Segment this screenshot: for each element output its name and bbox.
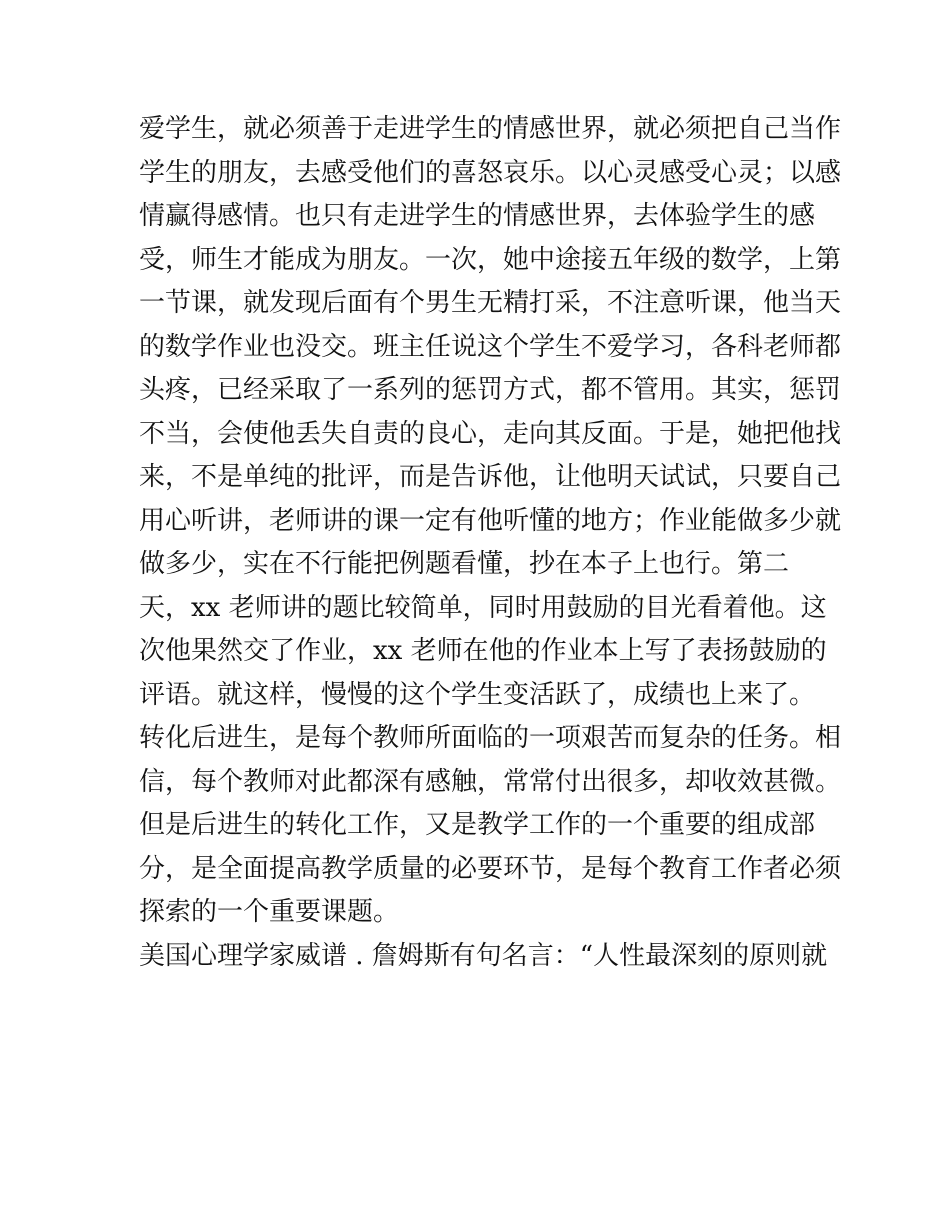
text-line: 美国心理学家威谱 . 詹姆斯有句名言：“人性最深刻的原则就 [139, 940, 828, 971]
text-line: 的数学作业也没交。班主任说这个学生不爱学习，各科老师都 [139, 331, 842, 362]
text-line: 天，xx 老师讲的题比较简单，同时用鼓励的目光看着他。这 [139, 592, 827, 623]
text-line: 做多少，实在不行能把例题看懂，抄在本子上也行。第二 [139, 549, 790, 579]
text-line: 来，不是单纯的批评，而是告诉他，让他明天试试，只要自己 [139, 462, 842, 492]
text-line: 学生的朋友，去感受他们的喜怒哀乐。以心灵感受心灵；以感 [139, 157, 842, 188]
text-line: 不当，会使他丢失自责的良心，走向其反面。于是，她把他找 [139, 418, 842, 449]
text-line: 用心听讲，老师讲的课一定有他听懂的地方；作业能做多少就 [139, 505, 842, 536]
text-line: 受，师生才能成为朋友。一次，她中途接五年级的数学，上第 [139, 244, 842, 275]
text-line: 评语。就这样，慢慢的这个学生变活跃了，成绩也上来了。 [139, 679, 816, 710]
text-line: 转化后进生，是每个教师所面临的一项艰苦而复杂的任务。相 [139, 723, 842, 753]
text-line: 爱学生，就必须善于走进学生的情感世界，就必须把自己当作 [139, 114, 842, 144]
body-text [139, 108, 842, 978]
text-line: 探索的一个重要课题。 [139, 897, 400, 927]
text-line: 分，是全面提高教学质量的必要环节，是每个教育工作者必须 [139, 853, 842, 884]
text-line: 一节课，就发现后面有个男生无精打采，不注意听课，他当天 [139, 288, 842, 318]
text-line: 情赢得感情。也只有走进学生的情感世界，去体验学生的感 [139, 201, 816, 231]
text-line: 信，每个教师对此都深有感触，常常付出很多，却收效甚微。 [139, 766, 842, 797]
text-line: 但是后进生的转化工作，又是教学工作的一个重要的组成部 [139, 810, 816, 840]
text-line: 头疼，已经采取了一系列的惩罚方式，都不管用。其实，惩罚 [139, 375, 842, 405]
text-line: 次他果然交了作业，xx 老师在他的作业本上写了表扬鼓励的 [139, 636, 827, 666]
